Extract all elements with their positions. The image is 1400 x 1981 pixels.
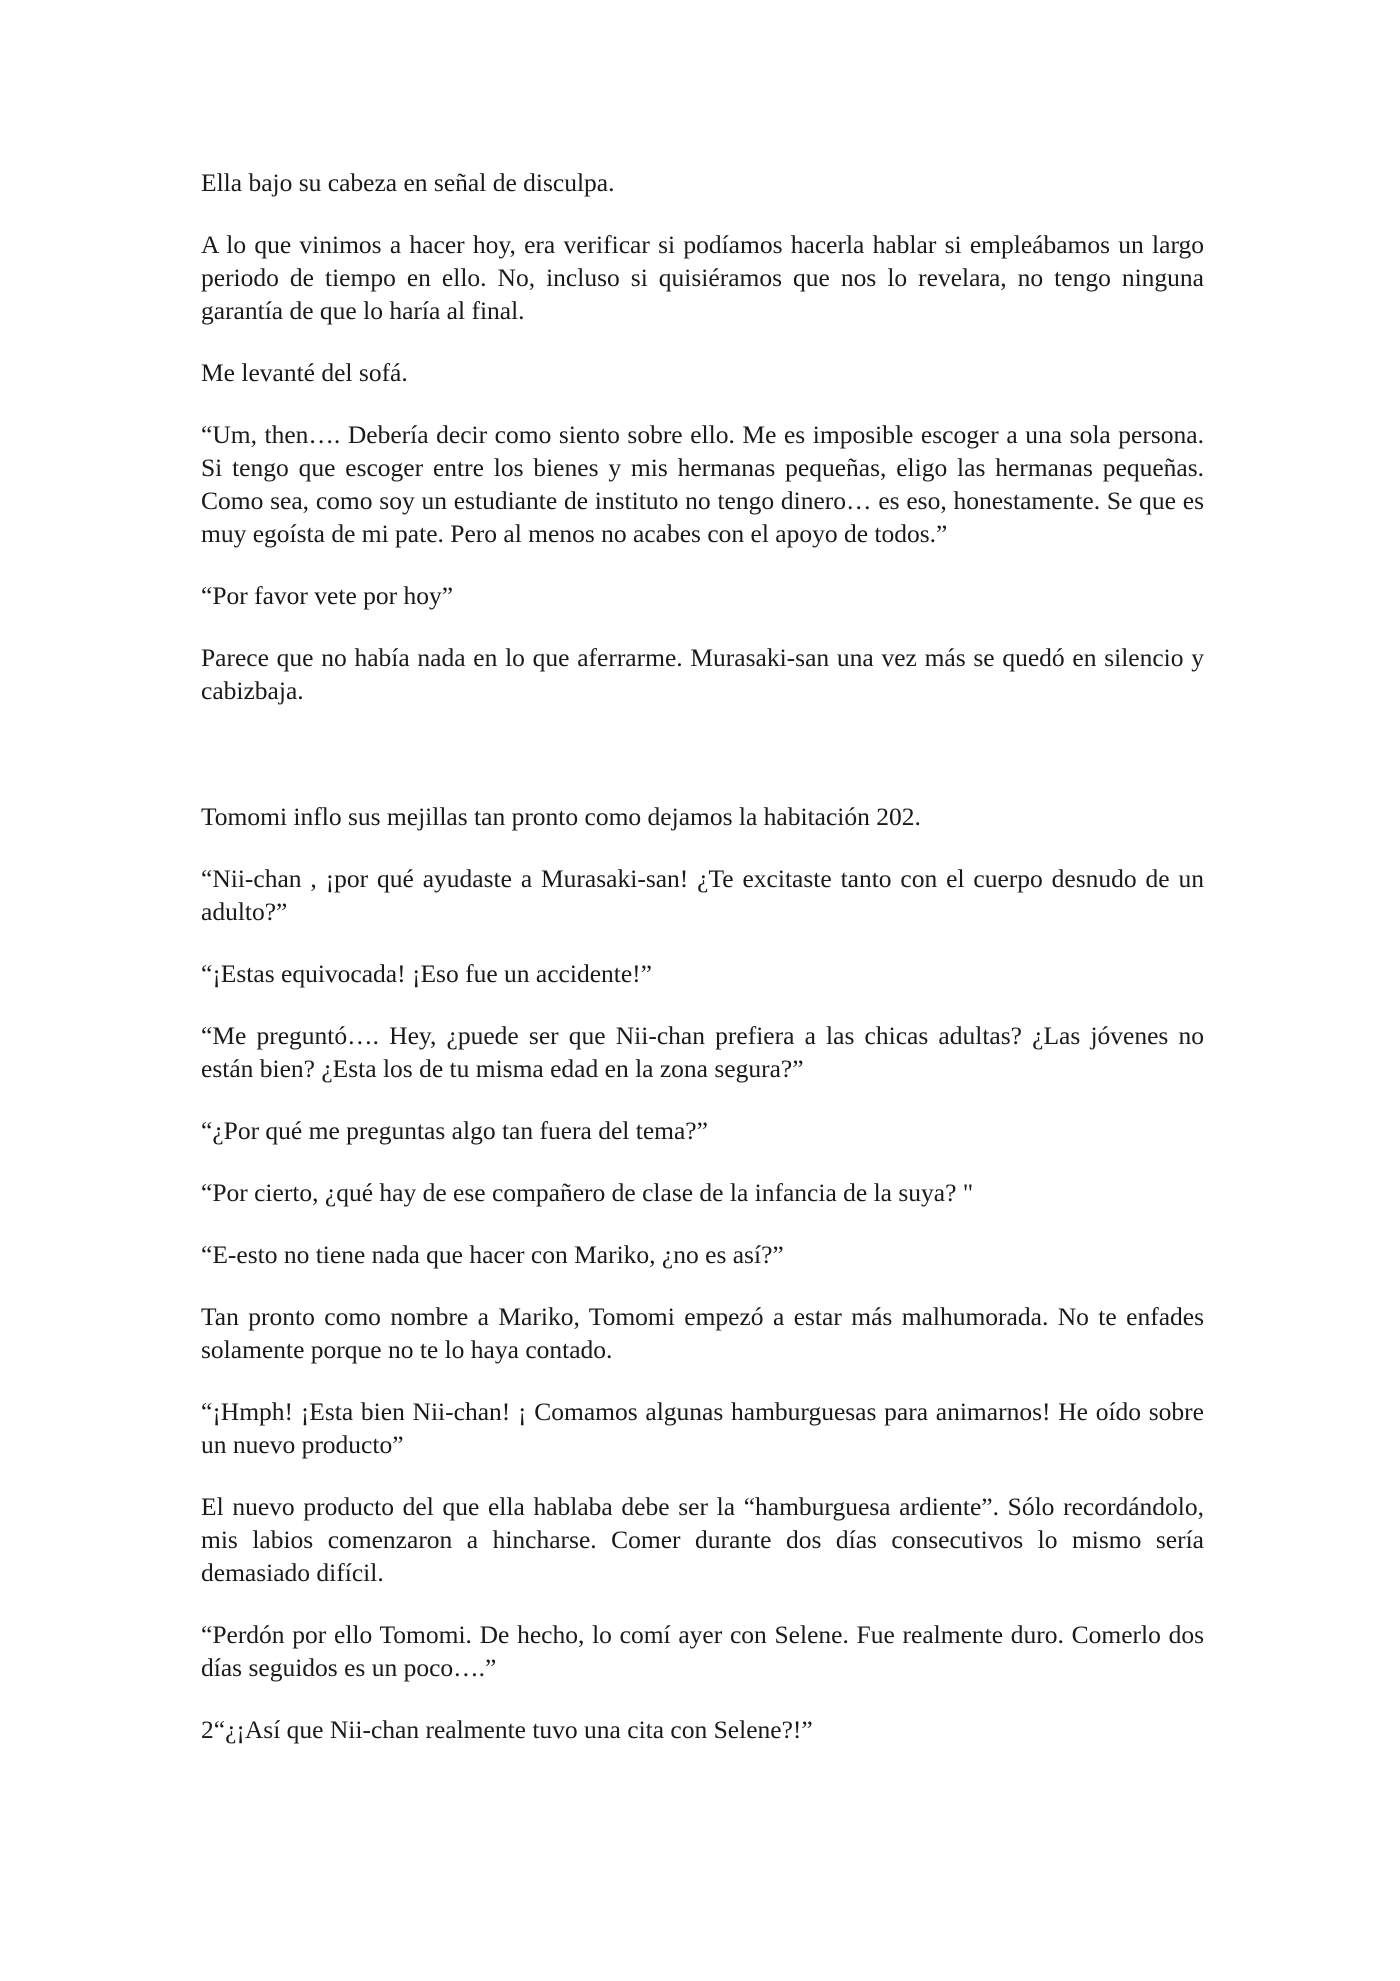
section-1 <box>201 166 1204 707</box>
paragraph: Me levanté del sofá. <box>201 358 408 387</box>
paragraph: “Por cierto, ¿qué hay de ese compañero de clase de la infancia de la suya? " <box>201 1178 974 1207</box>
paragraph: Tan pronto como nombre a Mariko, Tomomi empezó a estar más malhumorada. No te enfades solamente porque no te lo haya contado. <box>201 1302 1204 1364</box>
document-page <box>201 166 1204 1775</box>
paragraph: “Perdón por ello Tomomi. De hecho, lo comí ayer con Selene. Fue realmente duro. Comerlo dos días seguidos es un poco….” <box>201 1620 1204 1682</box>
section-2 <box>201 800 1204 1746</box>
section-break <box>201 736 1204 800</box>
paragraph: “Nii-chan , ¡por qué ayudaste a Murasaki-san! ¿Te excitaste tanto con el cuerpo desnudo de un adulto?” <box>201 864 1204 926</box>
paragraph: Ella bajo su cabeza en señal de disculpa. <box>201 168 615 197</box>
paragraph: 2“¿¡Así que Nii-chan realmente tuvo una cita con Selene?!” <box>201 1715 813 1744</box>
paragraph: “¿Por qué me preguntas algo tan fuera del tema?” <box>201 1116 708 1145</box>
paragraph: “Me preguntó…. Hey, ¿puede ser que Nii-chan prefiera a las chicas adultas? ¿Las jóvenes no están bien? ¿Esta los de tu misma edad en la zona segura?” <box>201 1021 1204 1083</box>
paragraph: “¡Hmph! ¡Esta bien Nii-chan! ¡ Comamos algunas hamburguesas para animarnos! He oído sobre un nuevo producto” <box>201 1397 1204 1459</box>
paragraph: “Um, then…. Debería decir como siento sobre ello. Me es imposible escoger a una sola persona. Si tengo que escoger entre los bienes y mis hermanas pequeñas, eligo las hermanas pequeñas. Como sea, como soy un estudiante de instituto no tengo dinero… es eso, honestamente. Se que es muy egoísta de mi pate. Pero al menos no acabes con el apoyo de todos.” <box>201 420 1204 548</box>
paragraph: Parece que no había nada en lo que aferrarme. Murasaki-san una vez más se quedó en silencio y cabizbaja. <box>201 643 1204 705</box>
paragraph: El nuevo producto del que ella hablaba debe ser la “hamburguesa ardiente”. Sólo recordándolo, mis labios comenzaron a hincharse. Comer durante dos días consecutivos lo mismo sería demasiado difícil. <box>201 1492 1204 1587</box>
paragraph: A lo que vinimos a hacer hoy, era verificar si podíamos hacerla hablar si empleábamos un largo periodo de tiempo en ello. No, incluso si quisiéramos que nos lo revelara, no tengo ninguna garantía de que lo haría al final. <box>201 230 1204 325</box>
paragraph: “Por favor vete por hoy” <box>201 581 454 610</box>
paragraph: “E-esto no tiene nada que hacer con Mariko, ¿no es así?” <box>201 1240 784 1269</box>
paragraph: “¡Estas equivocada! ¡Eso fue un accidente!” <box>201 959 652 988</box>
paragraph: Tomomi inflo sus mejillas tan pronto como dejamos la habitación 202. <box>201 802 921 831</box>
